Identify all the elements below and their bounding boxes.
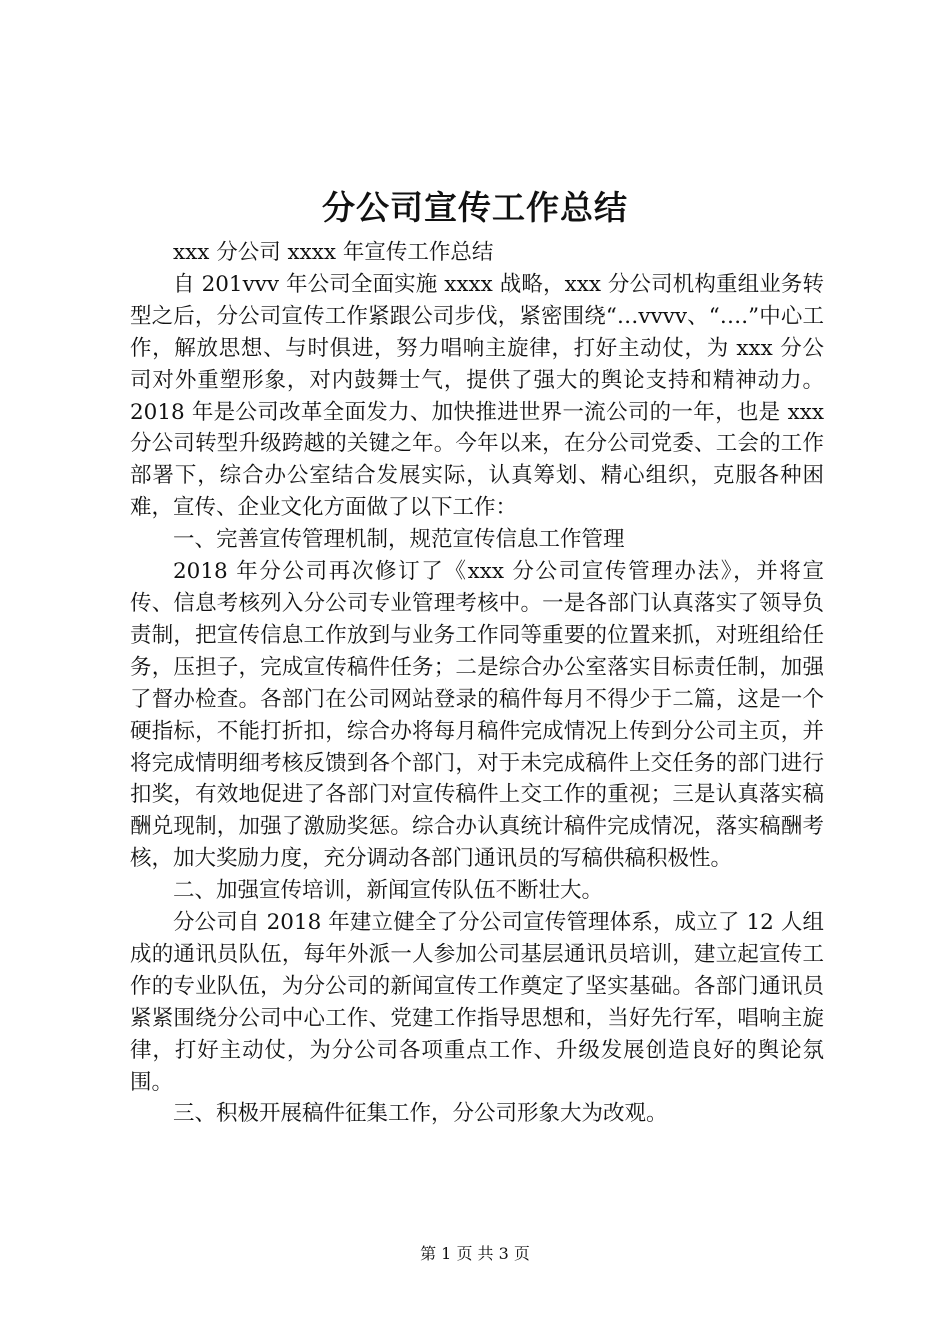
paragraph-intro: 自 201vvv 年公司全面实施 xxxx 战略，xxx 分公司机构重组业务转型之后，分公司宣传工作紧跟公司步伐，紧密围绕“…vvvv、“….”中心工作，解放思想、与时俱进，努力唱响主旋律，打好主动仗，为 xxx 分公司对外重塑形象，对内鼓舞士气，提供了强大的舆论支持和精神动力。2018 年是公司改革全面发力、加快推进世界一流公司的一年，也是 xxx 分公司转型升级跨越的关键之年。今年以来，在分公司党委、工会的工作部署下，综合办公室结合发展实际，认真筹划、精心组织，克服各种困难，宣传、企业文化方面做了以下工作： [130, 271, 824, 521]
document-body [130, 237, 824, 1130]
paragraph-subtitle: xxx 分公司 xxxx 年宣传工作总结 [173, 240, 494, 265]
section-heading-1: 一、完善宣传管理机制，规范宣传信息工作管理 [173, 527, 625, 553]
paragraph-section-2: 分公司自 2018 年建立健全了分公司宣传管理体系，成立了 12 人组成的通讯员队伍，每年外派一人参加公司基层通讯员培训，建立起宣传工作的专业队伍，为分公司的新闻宣传工作奠定了坚实基础。各部门通讯员紧紧围绕分公司中心工作、党建工作指导思想和，当好先行军，唱响主旋律，打好主动仗，为分公司各项重点工作、升级发展创造良好的舆论氛围。 [130, 910, 824, 1095]
section-heading-2: 二、加强宣传培训，新闻宣传队伍不断壮大。 [173, 878, 604, 904]
section-heading-3: 三、积极开展稿件征集工作，分公司形象大为改观。 [173, 1101, 668, 1127]
document-title: 分公司宣传工作总结 [322, 188, 628, 227]
page-footer: 第 1 页 共 3 页 [420, 1244, 530, 1263]
paragraph-section-1: 2018 年分公司再次修订了《xxx 分公司宣传管理办法》，并将宣传、信息考核列入分公司专业管理考核中。一是各部门认真落实了领导负责制，把宣传信息工作放到与业务工作同等重要的位置来抓，对班组给任务，压担子，完成宣传稿件任务；二是综合办公室落实目标责任制，加强了督办检查。各部门在公司网站登录的稿件每月不得少于二篇，这是一个硬指标，不能打折扣，综合办将每月稿件完成情况上传到分公司主页，并将完成情明细考核反馈到各个部门，对于未完成稿件上交任务的部门进行扣奖，有效地促进了各部门对宣传稿件上交工作的重视；三是认真落实稿酬兑现制，加强了激励奖惩。综合办认真统计稿件完成情况，落实稿酬考核，加大奖励力度，充分调动各部门通讯员的写稿供稿积极性。 [130, 559, 824, 872]
